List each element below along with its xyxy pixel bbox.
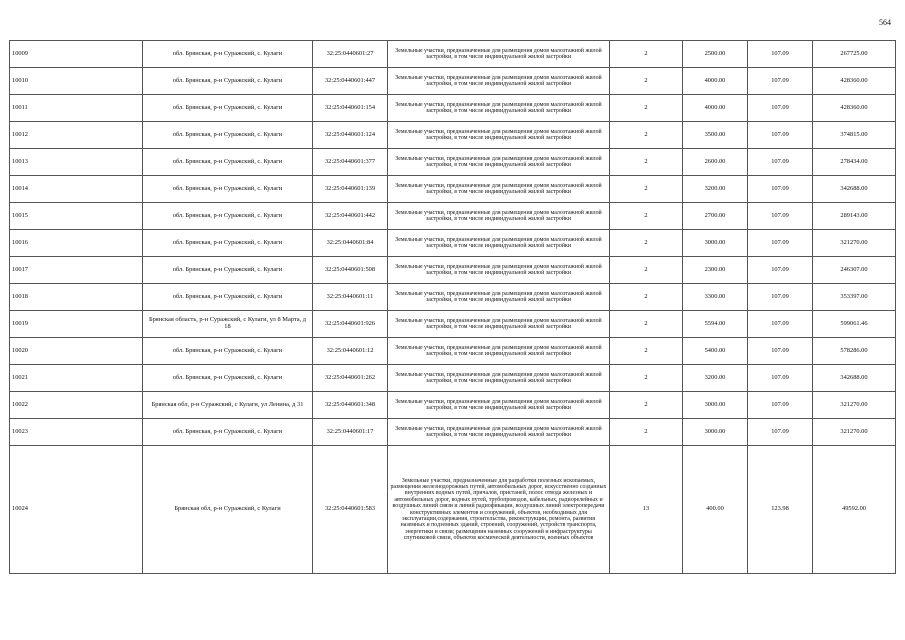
row-id-cell: 10022 <box>10 392 143 419</box>
cadastral-value-cell: 246307.00 <box>813 257 896 284</box>
land-use-cell: Земельные участки, предназначенные для разработки полезных ископаемых, размещения железнодорожных путей, автомобильных дорог, искусственно созданных внутренних водных путей, причалов, пристаней, полос отвода железных и автомобильных дорог, водных путей, трубопроводов, кабельных, радиорелейных и воздушных линий связи и линий радиофикации, воздушных линий электропередачи конструктивных элементов и сооружений, объектов, необходимых для эксплуатации,содержания, строительства, реконструкции, ремонта, развития наземных и подземных зданий, строений, сооружений, устройств транспорта, энергетики и связи; размещения наземных сооружений и инфраструктуры спутниковой связи, объектов космической деятельности, военных объектов <box>388 446 610 574</box>
land-use-cell: Земельные участки, предназначенные для размещения домов малоэтажной жилой застройки, в том числе индивидуальной жилой застройки <box>388 41 610 68</box>
row-id-cell: 10024 <box>10 446 143 574</box>
specific-value-cell: 107.09 <box>748 176 813 203</box>
table-row <box>10 176 896 203</box>
use-group-cell: 2 <box>610 176 683 203</box>
use-group-cell: 2 <box>610 95 683 122</box>
area-cell: 5594.00 <box>683 311 748 338</box>
cadastral-number-cell: 32:25:0440601:377 <box>313 149 388 176</box>
land-use-cell: Земельные участки, предназначенные для размещения домов малоэтажной жилой застройки, в том числе индивидуальной жилой застройки <box>388 284 610 311</box>
row-id-cell: 10010 <box>10 68 143 95</box>
table-row <box>10 311 896 338</box>
cadastral-value-cell: 342688.00 <box>813 176 896 203</box>
address-cell: обл. Брянская, р-н Суражский, с. Кулаги <box>143 176 313 203</box>
land-use-cell: Земельные участки, предназначенные для размещения домов малоэтажной жилой застройки, в том числе индивидуальной жилой застройки <box>388 149 610 176</box>
row-id-cell: 10018 <box>10 284 143 311</box>
table-row <box>10 284 896 311</box>
cadastral-number-cell: 32:25:0440601:262 <box>313 365 388 392</box>
area-cell: 3000.00 <box>683 392 748 419</box>
cadastral-number-cell: 32:25:0440601:12 <box>313 338 388 365</box>
use-group-cell: 2 <box>610 203 683 230</box>
cadastral-number-cell: 32:25:0440601:508 <box>313 257 388 284</box>
row-id-cell: 10021 <box>10 365 143 392</box>
cadastral-number-cell: 32:25:0440601:583 <box>313 446 388 574</box>
row-id-cell: 10011 <box>10 95 143 122</box>
cadastral-number-cell: 32:25:0440601:84 <box>313 230 388 257</box>
cadastral-value-cell: 353397.00 <box>813 284 896 311</box>
row-id-cell: 10012 <box>10 122 143 149</box>
specific-value-cell: 107.09 <box>748 392 813 419</box>
area-cell: 4000.00 <box>683 68 748 95</box>
land-use-cell: Земельные участки, предназначенные для размещения домов малоэтажной жилой застройки, в том числе индивидуальной жилой застройки <box>388 419 610 446</box>
row-id-cell: 10017 <box>10 257 143 284</box>
use-group-cell: 2 <box>610 230 683 257</box>
area-cell: 2600.00 <box>683 149 748 176</box>
area-cell: 5400.00 <box>683 338 748 365</box>
area-cell: 4000.00 <box>683 95 748 122</box>
row-id-cell: 10015 <box>10 203 143 230</box>
table-row <box>10 122 896 149</box>
land-use-cell: Земельные участки, предназначенные для размещения домов малоэтажной жилой застройки, в том числе индивидуальной жилой застройки <box>388 392 610 419</box>
cadastral-value-cell: 578286.00 <box>813 338 896 365</box>
row-id-cell: 10009 <box>10 41 143 68</box>
specific-value-cell: 107.09 <box>748 230 813 257</box>
cadastral-number-cell: 32:25:0440601:348 <box>313 392 388 419</box>
specific-value-cell: 107.09 <box>748 149 813 176</box>
specific-value-cell: 107.09 <box>748 41 813 68</box>
use-group-cell: 2 <box>610 365 683 392</box>
address-cell: Брянская обл, р-н Суражский, с Кулаги <box>143 446 313 574</box>
address-cell: обл. Брянская, р-н Суражский, с. Кулаги <box>143 284 313 311</box>
address-cell: обл. Брянская, р-н Суражский, с. Кулаги <box>143 365 313 392</box>
table-row <box>10 230 896 257</box>
area-cell: 3200.00 <box>683 365 748 392</box>
land-use-cell: Земельные участки, предназначенные для размещения домов малоэтажной жилой застройки, в том числе индивидуальной жилой застройки <box>388 95 610 122</box>
address-cell: обл. Брянская, р-н Суражский, с. Кулаги <box>143 338 313 365</box>
use-group-cell: 2 <box>610 338 683 365</box>
cadastral-number-cell: 32:25:0440601:447 <box>313 68 388 95</box>
specific-value-cell: 107.09 <box>748 419 813 446</box>
cadastral-number-cell: 32:25:0440601:154 <box>313 95 388 122</box>
cadastral-number-cell: 32:25:0440601:139 <box>313 176 388 203</box>
cadastral-number-cell: 32:25:0440601:926 <box>313 311 388 338</box>
row-id-cell: 10023 <box>10 419 143 446</box>
table-body <box>10 41 896 574</box>
table-row <box>10 41 896 68</box>
land-use-cell: Земельные участки, предназначенные для размещения домов малоэтажной жилой застройки, в том числе индивидуальной жилой застройки <box>388 203 610 230</box>
cadastral-value-cell: 321270.00 <box>813 419 896 446</box>
table-row <box>10 419 896 446</box>
address-cell: обл. Брянская, р-н Суражский, с. Кулаги <box>143 68 313 95</box>
area-cell: 3500.00 <box>683 122 748 149</box>
table-row <box>10 365 896 392</box>
table-row <box>10 95 896 122</box>
address-cell: обл. Брянская, р-н Суражский, с. Кулаги <box>143 41 313 68</box>
area-cell: 3000.00 <box>683 230 748 257</box>
land-use-cell: Земельные участки, предназначенные для размещения домов малоэтажной жилой застройки, в том числе индивидуальной жилой застройки <box>388 365 610 392</box>
row-id-cell: 10016 <box>10 230 143 257</box>
specific-value-cell: 107.09 <box>748 311 813 338</box>
use-group-cell: 2 <box>610 257 683 284</box>
area-cell: 3000.00 <box>683 419 748 446</box>
area-cell: 3300.00 <box>683 284 748 311</box>
cadastral-value-cell: 599061.46 <box>813 311 896 338</box>
use-group-cell: 2 <box>610 68 683 95</box>
table-row <box>10 338 896 365</box>
cadastral-value-cell: 321270.00 <box>813 392 896 419</box>
address-cell: Брянская область, р-н Суражский, с Кулаги, ул 8 Марта, д 18 <box>143 311 313 338</box>
specific-value-cell: 107.09 <box>748 257 813 284</box>
specific-value-cell: 107.09 <box>748 68 813 95</box>
table-row <box>10 446 896 574</box>
table-row <box>10 203 896 230</box>
specific-value-cell: 123.98 <box>748 446 813 574</box>
use-group-cell: 2 <box>610 122 683 149</box>
use-group-cell: 2 <box>610 419 683 446</box>
cadastral-number-cell: 32:25:0440601:27 <box>313 41 388 68</box>
cadastral-number-cell: 32:25:0440601:442 <box>313 203 388 230</box>
address-cell: обл. Брянская, р-н Суражский, с. Кулаги <box>143 122 313 149</box>
land-use-cell: Земельные участки, предназначенные для размещения домов малоэтажной жилой застройки, в том числе индивидуальной жилой застройки <box>388 176 610 203</box>
cadastral-number-cell: 32:25:0440601:17 <box>313 419 388 446</box>
row-id-cell: 10013 <box>10 149 143 176</box>
specific-value-cell: 107.09 <box>748 122 813 149</box>
cadastral-value-cell: 289143.00 <box>813 203 896 230</box>
page-number: 564 <box>879 18 891 27</box>
area-cell: 3200.00 <box>683 176 748 203</box>
address-cell: обл. Брянская, р-н Суражский, с. Кулаги <box>143 95 313 122</box>
specific-value-cell: 107.09 <box>748 203 813 230</box>
land-use-cell: Земельные участки, предназначенные для размещения домов малоэтажной жилой застройки, в том числе индивидуальной жилой застройки <box>388 257 610 284</box>
cadastral-value-cell: 342688.00 <box>813 365 896 392</box>
cadastral-number-cell: 32:25:0440601:11 <box>313 284 388 311</box>
cadastral-value-table <box>9 40 896 574</box>
cadastral-value-cell: 278434.00 <box>813 149 896 176</box>
row-id-cell: 10014 <box>10 176 143 203</box>
specific-value-cell: 107.09 <box>748 284 813 311</box>
use-group-cell: 2 <box>610 41 683 68</box>
cadastral-value-cell: 428360.00 <box>813 68 896 95</box>
table-row <box>10 68 896 95</box>
use-group-cell: 2 <box>610 149 683 176</box>
address-cell: обл. Брянская, р-н Суражский, с. Кулаги <box>143 203 313 230</box>
row-id-cell: 10020 <box>10 338 143 365</box>
address-cell: обл. Брянская, р-н Суражский, с. Кулаги <box>143 230 313 257</box>
land-use-cell: Земельные участки, предназначенные для размещения домов малоэтажной жилой застройки, в том числе индивидуальной жилой застройки <box>388 311 610 338</box>
land-use-cell: Земельные участки, предназначенные для размещения домов малоэтажной жилой застройки, в том числе индивидуальной жилой застройки <box>388 230 610 257</box>
address-cell: Брянская обл, р-н Суражский, с Кулаги, ул Ленина, д 31 <box>143 392 313 419</box>
use-group-cell: 2 <box>610 311 683 338</box>
cadastral-value-cell: 49592.00 <box>813 446 896 574</box>
land-use-cell: Земельные участки, предназначенные для размещения домов малоэтажной жилой застройки, в том числе индивидуальной жилой застройки <box>388 122 610 149</box>
table-row <box>10 392 896 419</box>
address-cell: обл. Брянская, р-н Суражский, с. Кулаги <box>143 257 313 284</box>
specific-value-cell: 107.09 <box>748 338 813 365</box>
cadastral-value-cell: 374815.00 <box>813 122 896 149</box>
land-use-cell: Земельные участки, предназначенные для размещения домов малоэтажной жилой застройки, в том числе индивидуальной жилой застройки <box>388 338 610 365</box>
use-group-cell: 13 <box>610 446 683 574</box>
area-cell: 2500.00 <box>683 41 748 68</box>
table-row <box>10 149 896 176</box>
cadastral-number-cell: 32:25:0440601:124 <box>313 122 388 149</box>
specific-value-cell: 107.09 <box>748 95 813 122</box>
cadastral-value-cell: 267725.00 <box>813 41 896 68</box>
cadastral-value-cell: 428360.00 <box>813 95 896 122</box>
use-group-cell: 2 <box>610 392 683 419</box>
area-cell: 2700.00 <box>683 203 748 230</box>
land-use-cell: Земельные участки, предназначенные для размещения домов малоэтажной жилой застройки, в том числе индивидуальной жилой застройки <box>388 68 610 95</box>
address-cell: обл. Брянская, р-н Суражский, с. Кулаги <box>143 419 313 446</box>
use-group-cell: 2 <box>610 284 683 311</box>
cadastral-value-cell: 321270.00 <box>813 230 896 257</box>
row-id-cell: 10019 <box>10 311 143 338</box>
area-cell: 2300.00 <box>683 257 748 284</box>
area-cell: 400.00 <box>683 446 748 574</box>
specific-value-cell: 107.09 <box>748 365 813 392</box>
table-row <box>10 257 896 284</box>
address-cell: обл. Брянская, р-н Суражский, с. Кулаги <box>143 149 313 176</box>
